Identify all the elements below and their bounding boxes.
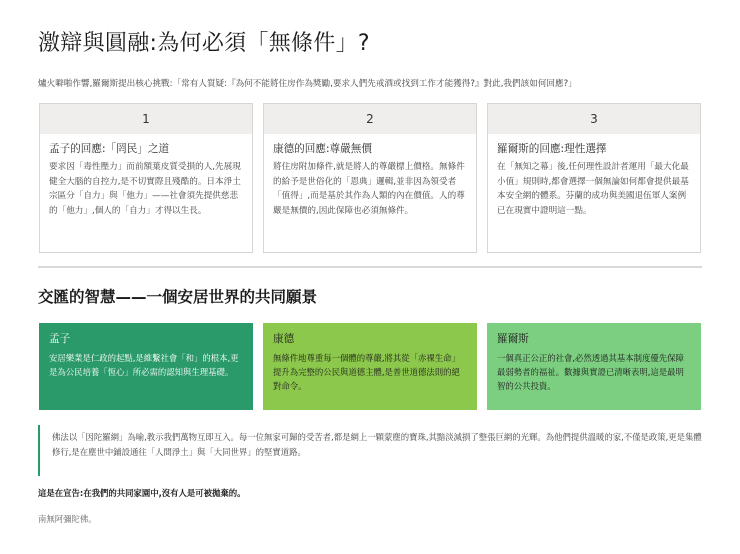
vision-title: 康德 xyxy=(273,333,295,345)
visions-row xyxy=(39,323,701,410)
card-text: 要求因「毒性壓力」而前額葉皮質受損的人,先展現健全大腦的自控力,是不切實際且殘酷的。日本淨土宗區分「自力」與「他力」——社會須先提供慈悲的「他力」,個人的「自力」才得以生長。 xyxy=(49,162,241,216)
card-text: 將住房附加條件,就是將人的尊嚴標上價格。無條件的給予是世俗化的「恩典」邏輯,並非因為領受者「值得」,而是基於其作為人類的內在價值。人的尊嚴是無價的,因此保障也必須無條件。 xyxy=(273,162,465,216)
vision-card-kant xyxy=(263,323,477,410)
responses-row xyxy=(39,103,701,253)
response-card-mencius xyxy=(39,103,253,253)
vision-text: 安居樂業是仁政的起點,是維繫社會「和」的根本,更是為公民培養「恆心」所必需的認知與生理基礎。 xyxy=(49,353,239,378)
vision-text: 一個真正公正的社會,必然透過其基本制度優先保障最弱勢者的福祉。數據與實證已清晰表明,這是最明智的公共投資。 xyxy=(497,353,684,392)
buddhist-quote xyxy=(38,425,702,476)
response-card-kant xyxy=(263,103,477,253)
card-title: 康德的回應:尊嚴無價 xyxy=(273,143,372,155)
card-number: 2 xyxy=(264,104,476,134)
vision-text: 無條件地尊重每一個體的尊嚴,將其從「赤裸生命」提升為完整的公民與道德主體,是普世道德法則的絕對命令。 xyxy=(273,353,460,392)
blessing: 南無阿彌陀佛。 xyxy=(38,514,97,524)
card-number: 1 xyxy=(40,104,252,134)
section-divider xyxy=(38,266,702,268)
page-title: 激辯與圓融:為何必須「無條件」? xyxy=(38,31,370,56)
card-title: 羅爾斯的回應:理性選擇 xyxy=(497,143,607,155)
card-text: 在「無知之幕」後,任何理性設計者運用「最大化最小值」規則時,都會選擇一個無論如何都會提供最基本安全網的體系。芬蘭的成功與美國退伍軍人案例已在現實中證明這一點。 xyxy=(497,162,689,216)
intro-paragraph: 爐火噼啪作響,羅爾斯提出核心挑戰:「常有人質疑:『為何不能將住房作為獎勵,要求人們先戒酒或找到工作才能獲得?』對此,我們該如何回應?」 xyxy=(38,79,577,89)
card-title: 孟子的回應:「罔民」之道 xyxy=(49,143,170,155)
vision-card-rawls xyxy=(487,323,701,410)
card-number: 3 xyxy=(488,104,700,134)
vision-title: 羅爾斯 xyxy=(497,333,529,345)
quote-text: 佛法以「因陀羅網」為喻,教示我們萬物互即互入。每一位無家可歸的受苦者,都是網上一顆蒙塵的寶珠,其黯淡減損了整張巨網的光輝。為他們提供溫暖的家,不僅是政策,更是集體修行,是在塵世中鋪設通往「人間淨土」與「大同世界」的堅實道路。 xyxy=(52,432,702,457)
response-card-rawls xyxy=(487,103,701,253)
declaration: 這是在宣告:在我們的共同家園中,沒有人是可被拋棄的。 xyxy=(38,488,246,498)
vision-title: 孟子 xyxy=(49,333,71,345)
vision-card-mencius xyxy=(39,323,253,410)
section-title: 交匯的智慧——一個安居世界的共同願景 xyxy=(38,288,318,306)
